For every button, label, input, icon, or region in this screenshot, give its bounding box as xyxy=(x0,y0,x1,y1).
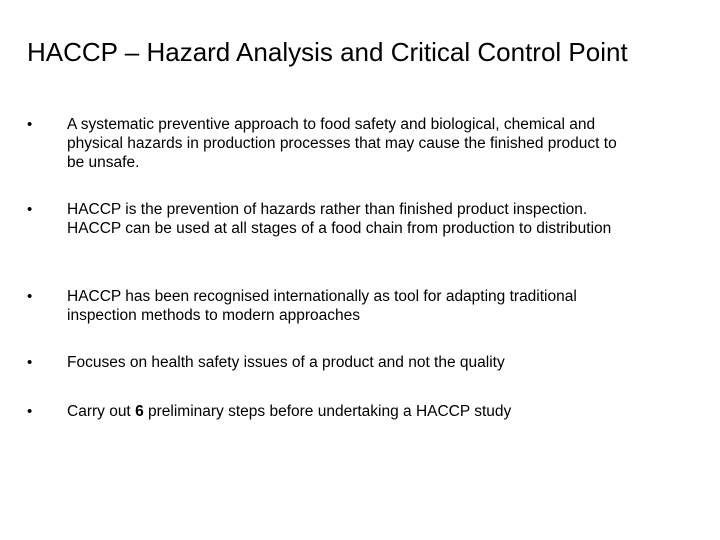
bullet-text: HACCP is the prevention of hazards rather than finished product inspection. HACCP can be used at all stages of a food chain from production to distribution xyxy=(67,201,612,237)
bullet-marker: • xyxy=(27,354,33,371)
bullet-text xyxy=(67,402,627,421)
bullet-text: A systematic preventive approach to food safety and biological, chemical and physical hazards in production processes that may cause the finished product to be unsafe. xyxy=(67,116,617,171)
step-count: 6 xyxy=(135,403,144,420)
slide-title xyxy=(27,32,707,72)
bullet-text: HACCP has been recognised internationally as tool for adapting traditional inspection methods to modern approaches xyxy=(67,288,577,324)
bullet-text-prefix: Carry out xyxy=(67,403,136,420)
bullet-text-suffix: preliminary steps before undertaking a HACCP study xyxy=(143,403,512,420)
bullet-marker: • xyxy=(27,201,33,218)
bullet-marker: • xyxy=(27,403,33,420)
title-expansion: – Hazard Analysis and Critical Control Point xyxy=(117,37,628,67)
bullet-text: Focuses on health safety issues of a product and not the quality xyxy=(67,354,505,371)
bullet-marker: • xyxy=(27,288,33,305)
bullet-marker: • xyxy=(27,116,33,133)
title-abbreviation: HACCP xyxy=(27,37,118,67)
